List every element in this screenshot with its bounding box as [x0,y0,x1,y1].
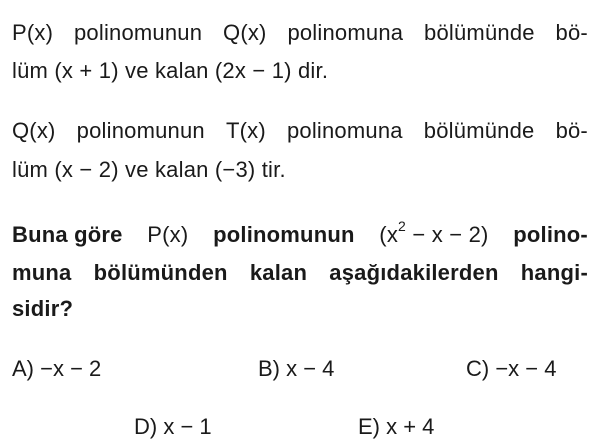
word: muna [12,260,72,285]
premise-2-line-1 [12,118,588,144]
premise-1-line-1 [12,20,588,46]
premise-2-line-2: lüm (x − 2) ve kalan (−3) tir. [12,157,286,182]
word: bö- [555,118,588,143]
word: bölümünde [423,118,535,143]
word: hangi- [520,260,588,285]
option-e[interactable]: E) x + 4 [358,414,435,439]
question-line-1 [12,218,588,248]
question-line-3: sidir? [12,296,74,321]
word: bölümünden [93,260,228,285]
option-a[interactable]: A) −x − 2 [12,356,102,381]
word: Q(x) [223,20,267,45]
word: kalan [249,260,308,285]
word: polinomuna [286,118,403,143]
polynomial-p: P(x) [147,222,189,247]
word: P(x) [12,20,54,45]
divisor-expression: $(x^2 - x - 2)$ [379,218,489,247]
question-line-2 [12,260,588,286]
word: polinomuna [287,20,404,45]
word: aşağıdakilerden [329,260,499,285]
option-c[interactable]: C) −x − 4 [466,356,557,381]
option-d[interactable]: D) x − 1 [134,414,212,439]
option-b[interactable]: B) x − 4 [258,356,335,381]
word: polinomunun [76,118,205,143]
word: T(x) [225,118,266,143]
word: Q(x) [12,118,56,143]
question-text: polino- [513,222,588,247]
question-text: polinomunun [213,222,355,247]
question-text: Buna göre [12,222,123,247]
word: bö- [555,20,588,45]
word: bölümünde [424,20,535,45]
word: polinomunun [73,20,203,45]
premise-1-line-2: lüm (x + 1) ve kalan (2x − 1) dir. [12,58,329,83]
